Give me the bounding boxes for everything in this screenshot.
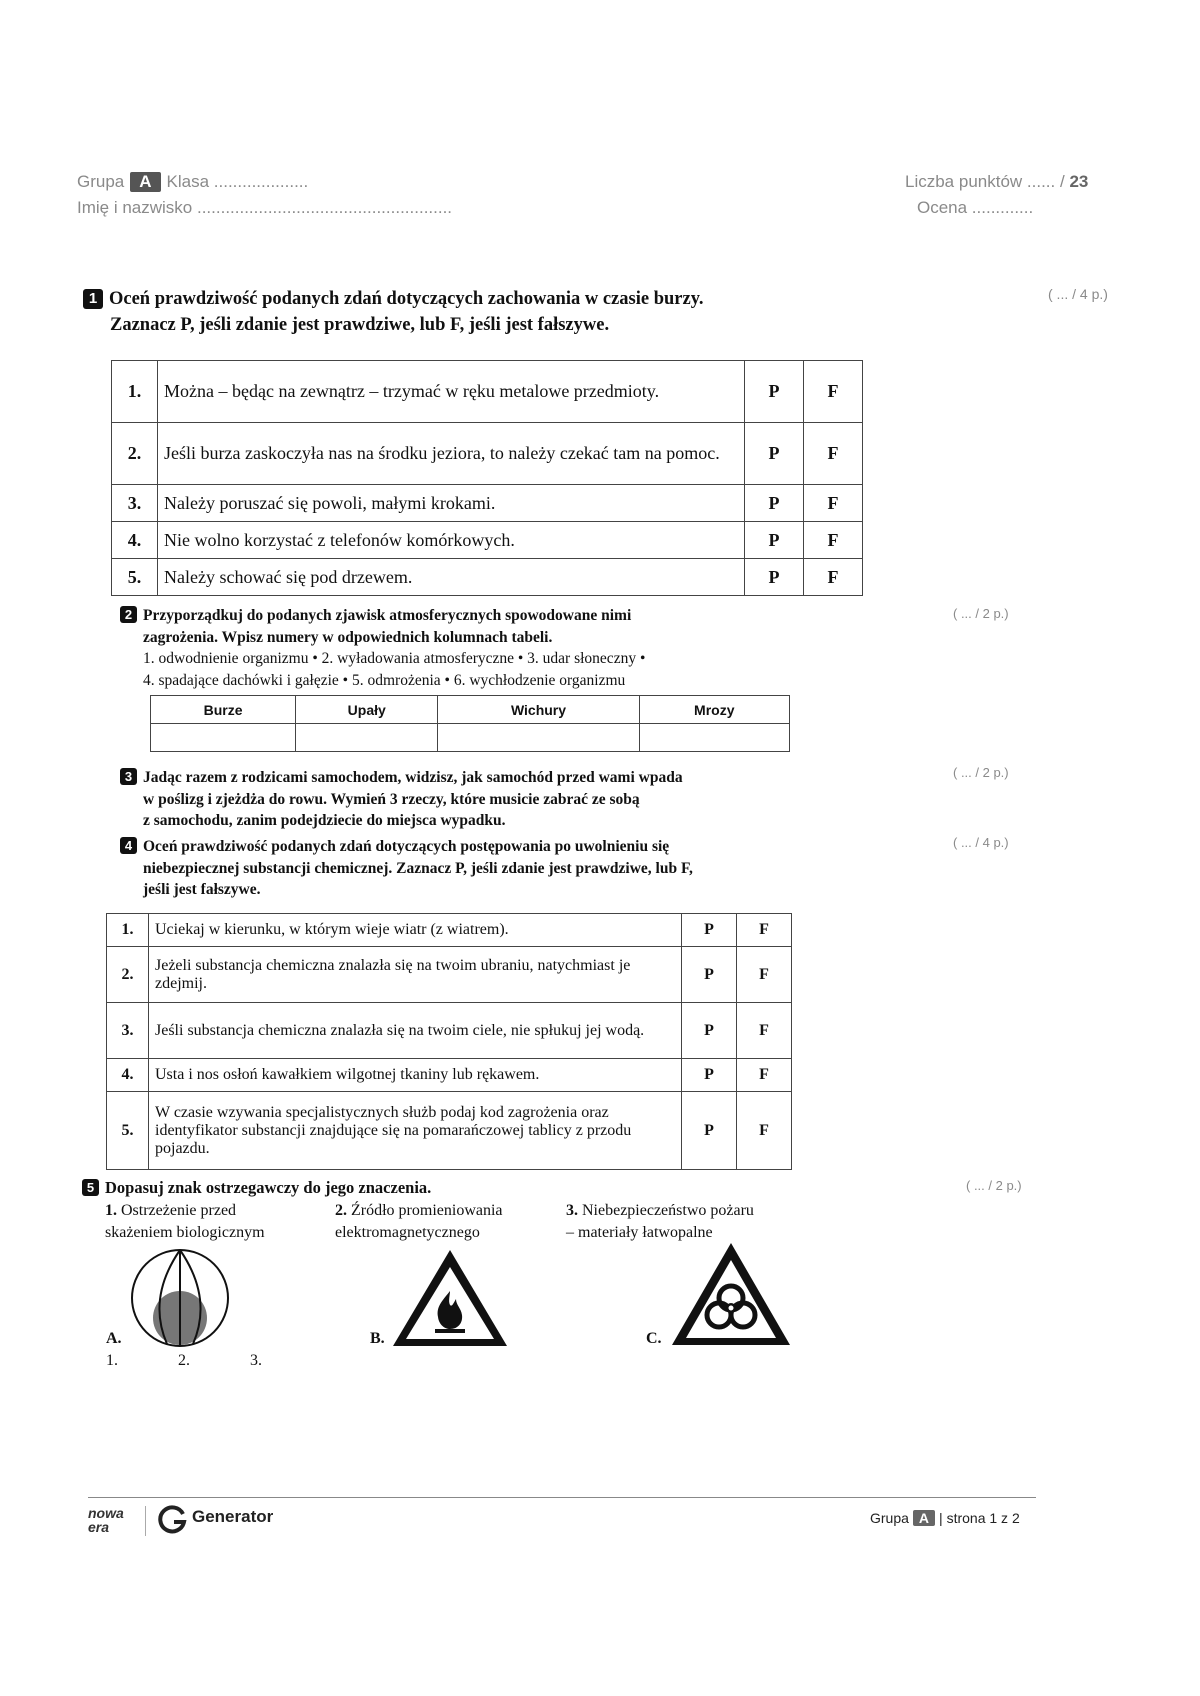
sign-label-b: B. [370,1330,385,1347]
true-option[interactable]: P [682,914,737,947]
biohazard-icon [669,1240,793,1348]
task4-table [106,913,792,1170]
answer-1[interactable]: 1. [106,1352,118,1369]
answer-cell[interactable] [296,724,438,752]
meaning-1: 1. Ostrzeżenie przed skażeniem biologicznym [105,1202,265,1241]
task3-instruction: 3 Jadąc razem z rodzicami samochodem, widzisz, jak samochód przed wami wpada w poślizg i zjeżdża do rowu. Wymień 3 rzeczy, które musicie zabrać ze sobą z samochodu, zanim podejdziecie do miejsca wypadku. [120,767,683,832]
table-row: 4. Nie wolno korzystać z telefonów komórkowych. P F [112,522,863,559]
table-row: 3. Należy poruszać się powoli, małymi krokami. P F [112,485,863,522]
task2-points: ( ... / 2 p.) [953,606,1009,621]
task3-points: ( ... / 2 p.) [953,765,1009,780]
footer-group-badge: A [913,1510,935,1526]
task2-instruction: 2 Przyporządkuj do podanych zjawisk atmosferycznych spowodowane nimi zagrożenia. Wpisz numery w odpowiednich kolumnach tabeli. 1. odwodnienie organizmu • 2. wyładowania atmosferyczne • 3. udar słoneczny • 4. spadające dachówki i gałęzie • 5. odmrożenia • 6. wychłodzenie organizmu [120,605,645,691]
table-row: 4. Usta i nos osłoń kawałkiem wilgotnej tkaniny lub rękawem. P F [107,1059,792,1092]
meaning-3: 3. Niebezpieczeństwo pożaru – materiały łatwopalne [566,1202,754,1241]
table-row: 1. Uciekaj w kierunku, w którym wieje wiatr (z wiatrem). P F [107,914,792,947]
true-option[interactable]: P [745,485,804,522]
table-row: 5. W czasie wzywania specjalistycznych służb podaj kod zagrożenia oraz identyfikator substancji znajdujące się na pomarańczowej tablicy z przodu pojazdu. P F [107,1092,792,1170]
meaning-2: 2. Źródło promieniowania elektromagnetycznego [335,1202,503,1241]
true-option[interactable]: P [745,522,804,559]
true-option[interactable]: P [745,423,804,485]
task1-table [111,360,863,596]
false-option[interactable]: F [737,1092,792,1170]
task1-number: 1 [83,289,103,309]
group-badge: A [130,172,160,192]
generator-g-icon [158,1505,188,1535]
false-option[interactable]: F [737,947,792,1003]
electromagnetic-radiation-icon [125,1248,235,1348]
logo-divider [145,1506,146,1536]
answer-cell[interactable] [438,724,639,752]
task1-points: ( ... / 4 p.) [1048,286,1108,302]
table-row: 1. Można – będąc na zewnątrz – trzymać w ręku metalowe przedmioty. P F [112,361,863,423]
task5-instruction: 5 Dopasuj znak ostrzegawczy do jego znaczenia. [82,1178,431,1198]
answer-cell[interactable] [639,724,789,752]
task4-points: ( ... / 4 p.) [953,835,1009,850]
false-option[interactable]: F [804,361,863,423]
header-group-line: Grupa A Klasa .................... [77,172,309,191]
table-row: 2. Jeśli burza zaskoczyła nas na środku jeziora, to należy czekać tam na pomoc. P F [112,423,863,485]
footer-divider [88,1497,1036,1498]
false-option[interactable]: F [737,914,792,947]
column-header: Burze [151,696,296,724]
false-option[interactable]: F [804,559,863,596]
column-header: Wichury [438,696,639,724]
sign-label-c: C. [646,1330,662,1347]
true-option[interactable]: P [682,947,737,1003]
table-row: 5. Należy schować się pod drzewem. P F [112,559,863,596]
task5-number: 5 [82,1179,99,1196]
answer-3[interactable]: 3. [250,1352,262,1369]
true-option[interactable]: P [682,1092,737,1170]
column-header: Mrozy [639,696,789,724]
grade-field: Ocena ............. [917,198,1034,217]
true-option[interactable]: P [682,1059,737,1092]
table-row: 3. Jeśli substancja chemiczna znalazła się na twoim ciele, nie spłukuj jej wodą. P F [107,1003,792,1059]
true-option[interactable]: P [682,1003,737,1059]
task3-number: 3 [120,768,137,785]
task2-table [150,695,790,752]
task1-instruction: 1 Oceń prawdziwość podanych zdań dotyczących zachowania w czasie burzy. Zaznacz P, jeśli zdanie jest prawdziwe, lub F, jeśli jest fałszywe. [83,286,704,338]
true-option[interactable]: P [745,559,804,596]
generator-logo: Generator [158,1505,188,1540]
table-row: 2. Jeżeli substancja chemiczna znalazła się na twoim ubraniu, natychmiast je zdejmij. P F [107,947,792,1003]
task4-number: 4 [120,837,137,854]
points-field: Liczba punktów ...... / 23 [905,172,1089,191]
false-option[interactable]: F [804,522,863,559]
sign-label-a: A. [106,1330,122,1347]
task5-points: ( ... / 2 p.) [966,1178,1022,1193]
column-header: Upały [296,696,438,724]
false-option[interactable]: F [737,1059,792,1092]
flammable-icon [390,1247,510,1349]
nowa-era-logo: nowa era [88,1505,124,1535]
false-option[interactable]: F [804,485,863,522]
footer-page-info: Grupa A | strona 1 z 2 [870,1510,1020,1526]
false-option[interactable]: F [737,1003,792,1059]
answer-cell[interactable] [151,724,296,752]
name-field: Imię i nazwisko ...................................................... [77,198,453,217]
answer-2[interactable]: 2. [178,1352,190,1369]
task4-instruction: 4 Oceń prawdziwość podanych zdań dotyczących postępowania po uwolnieniu się niebezpiecznej substancji chemicznej. Zaznacz P, jeśli zdanie jest prawdziwe, lub F, jeśli jest fałszywe. [120,836,693,901]
task2-number: 2 [120,606,137,623]
false-option[interactable]: F [804,423,863,485]
true-option[interactable]: P [745,361,804,423]
